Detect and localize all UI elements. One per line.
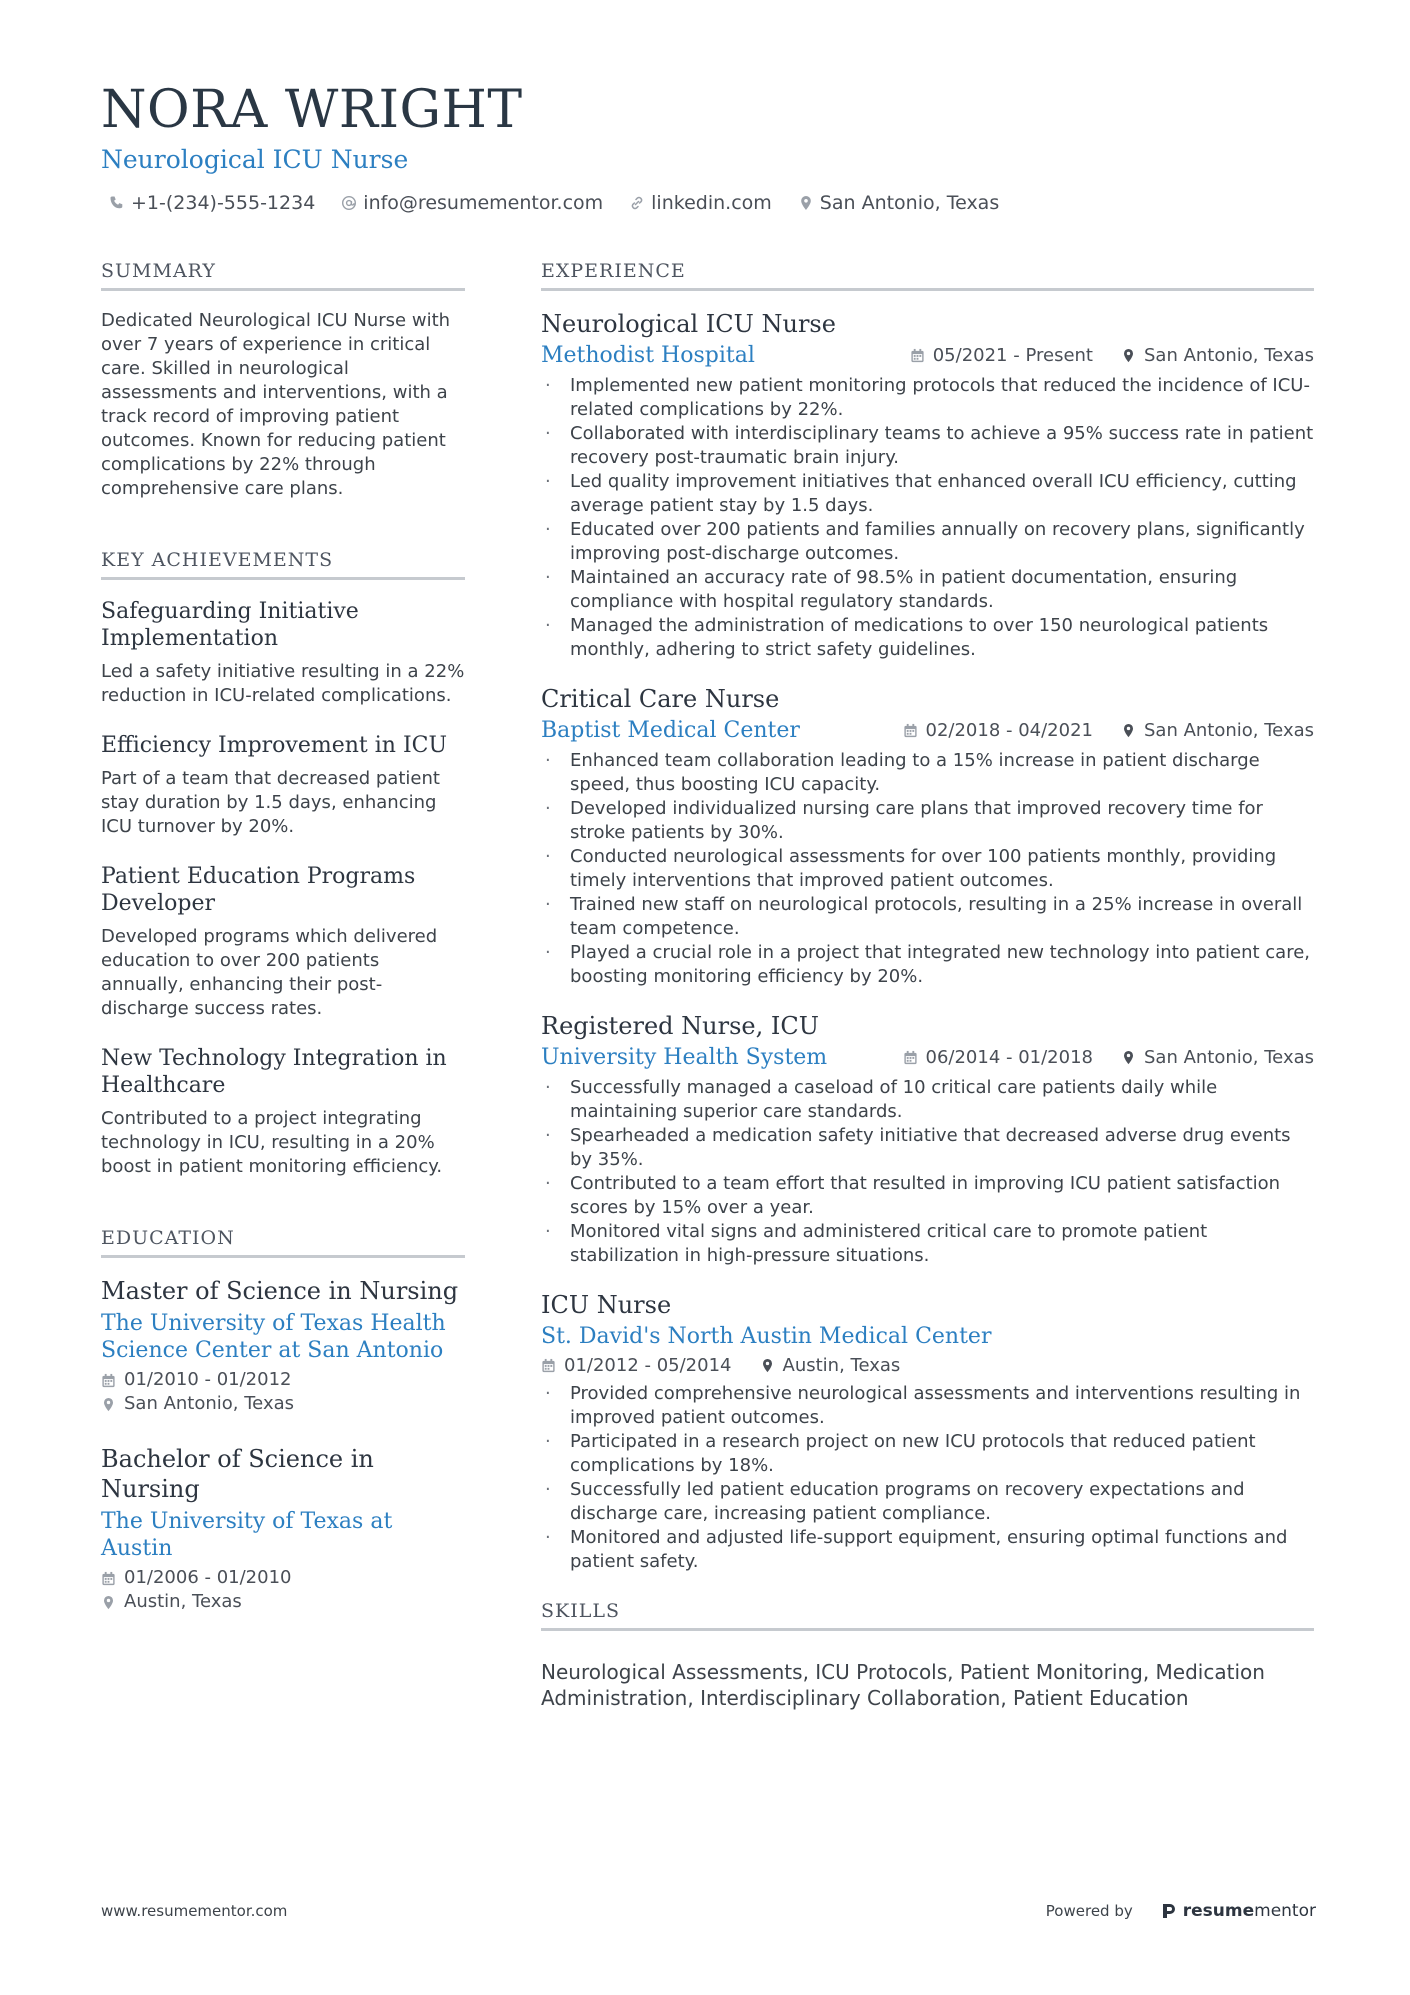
contact-phone-text: +1-(234)-555-1234	[131, 192, 316, 215]
contact-email[interactable]	[341, 192, 603, 214]
achievement-title: Efficiency Improvement in ICU	[101, 733, 448, 759]
job-bullet: · Participated in a research project on new ICU protocols that reduced patient complications by 18%.	[541, 1430, 1314, 1478]
job-dates-text: 02/2018 - 04/2021	[925, 720, 1093, 742]
job-entry	[541, 1011, 1314, 1268]
education-dates-text: 01/2010 - 01/2012	[124, 1369, 292, 1391]
job-dates-text: 05/2021 - Present	[932, 345, 1093, 367]
job-dates	[903, 720, 1094, 741]
footer	[101, 1901, 1316, 1921]
job-dates	[903, 1047, 1094, 1068]
location-icon	[1121, 348, 1136, 363]
job-bullet: · Maintained an accuracy rate of 98.5% in patient documentation, ensuring compliance with hospital regulatory standards.	[541, 566, 1314, 614]
job-location	[1121, 1047, 1314, 1068]
left-column	[101, 260, 465, 1711]
job-company: St. David's North Austin Medical Center	[541, 1324, 992, 1350]
education-dates	[101, 1566, 465, 1590]
footer-website[interactable]: www.resumementor.com	[101, 1902, 288, 1920]
contact-linkedin-text: linkedin.com	[651, 192, 772, 215]
job-bullets	[541, 1382, 1314, 1574]
location-icon	[1121, 1050, 1136, 1065]
candidate-name: NORA WRIGHT	[101, 80, 523, 140]
skills-heading: SKILLS	[541, 1600, 1314, 1631]
job-bullet: · Successfully led patient education programs on recovery expectations and discharge care, increasing patient compliance.	[541, 1478, 1314, 1526]
calendar-icon	[903, 723, 918, 738]
education-heading: EDUCATION	[101, 1227, 465, 1258]
job-bullet: · Monitored vital signs and administered critical care to promote patient stabilization in high-pressure situations.	[541, 1220, 1314, 1268]
skills-text: Neurological Assessments, ICU Protocols, Patient Monitoring, Medication Administration, Interdisciplinary Collaboration, Patient Education	[541, 1660, 1265, 1711]
achievement-item	[101, 863, 465, 1021]
skills-section	[541, 1600, 1314, 1711]
location-icon	[798, 195, 814, 211]
contact-location-text: San Antonio, Texas	[819, 192, 1000, 215]
education-item	[101, 1444, 465, 1614]
job-bullet: · Played a crucial role in a project that integrated new technology into patient care, boosting monitoring efficiency by 20%.	[541, 941, 1314, 989]
phone-icon	[109, 195, 125, 211]
job-bullet: · Led quality improvement initiatives that enhanced overall ICU efficiency, cutting average patient stay by 1.5 days.	[541, 470, 1314, 518]
job-company: University Health System	[541, 1045, 828, 1071]
contact-bar	[109, 192, 1316, 214]
achievement-title: Safeguarding Initiative Implementation	[101, 599, 359, 652]
job-bullet: · Spearheaded a medication safety initiative that decreased adverse drug events by 35%.	[541, 1124, 1314, 1172]
location-icon	[760, 1358, 775, 1373]
job-title: Critical Care Nurse	[541, 685, 780, 714]
job-bullet: · Developed individualized nursing care plans that improved recovery time for stroke patients by 30%.	[541, 797, 1314, 845]
job-location-text: San Antonio, Texas	[1144, 345, 1314, 367]
calendar-icon	[903, 1050, 918, 1065]
job-location-text: San Antonio, Texas	[1144, 720, 1314, 742]
resume-page	[101, 82, 1316, 1711]
job-bullet: · Trained new staff on neurological protocols, resulting in a 25% increase in overall team competence.	[541, 893, 1314, 941]
education-degree: Bachelor of Science in Nursing	[101, 1445, 374, 1504]
job-bullet: · Managed the administration of medications to over 150 neurological patients monthly, adhering to strict safety guidelines.	[541, 614, 1314, 662]
job-bullets	[541, 1076, 1314, 1268]
job-entry	[541, 309, 1314, 662]
job-details	[541, 718, 1314, 743]
education-school: The University of Texas at Austin	[101, 1509, 393, 1562]
job-bullet: · Conducted neurological assessments for over 100 patients monthly, providing timely interventions that improved patient outcomes.	[541, 845, 1314, 893]
candidate-title: Neurological ICU Nurse	[101, 145, 409, 175]
brand-name-bold: resume	[1182, 1901, 1255, 1921]
education-location	[101, 1392, 465, 1416]
location-icon	[101, 1397, 116, 1412]
job-bullets	[541, 749, 1314, 989]
achievement-item	[101, 1045, 465, 1179]
contact-phone[interactable]	[109, 192, 315, 214]
job-company: Baptist Medical Center	[541, 718, 800, 744]
at-icon	[341, 195, 357, 211]
job-location-text: Austin, Texas	[782, 1355, 901, 1377]
contact-linkedin[interactable]	[629, 192, 772, 214]
job-dates-text: 01/2012 - 05/2014	[564, 1355, 732, 1377]
job-title: ICU Nurse	[541, 1291, 672, 1320]
job-bullet: · Successfully managed a caseload of 10 critical care patients daily while maintaining superior care standards.	[541, 1076, 1314, 1124]
education-location-text: San Antonio, Texas	[124, 1393, 294, 1415]
job-details	[541, 343, 1314, 368]
job-location-text: San Antonio, Texas	[1144, 1047, 1314, 1069]
job-bullet: · Contributed to a team effort that resulted in improving ICU patient satisfaction scores by 15% over a year.	[541, 1172, 1314, 1220]
resumementor-logo-icon	[1161, 1902, 1177, 1920]
calendar-icon	[101, 1373, 116, 1388]
experience-heading: EXPERIENCE	[541, 260, 1314, 291]
brand-logo[interactable]	[1161, 1901, 1316, 1921]
brand-name-light: mentor	[1254, 1901, 1316, 1921]
job-bullet: · Monitored and adjusted life-support equipment, ensuring optimal functions and patient safety.	[541, 1526, 1314, 1574]
job-details	[541, 1324, 1314, 1349]
job-location	[760, 1355, 901, 1376]
powered-by	[1046, 1901, 1316, 1921]
job-location	[1121, 345, 1314, 366]
education-item	[101, 1276, 465, 1416]
education-dates	[101, 1368, 465, 1392]
job-details	[541, 1045, 1314, 1070]
job-dates	[541, 1355, 732, 1376]
link-icon	[629, 195, 645, 211]
achievement-title: New Technology Integration in Healthcare	[101, 1046, 447, 1099]
achievement-desc: Part of a team that decreased patient stay duration by 1.5 days, enhancing ICU turnover by 20%.	[101, 768, 440, 838]
achievement-desc: Led a safety initiative resulting in a 22% reduction in ICU-related complications.	[101, 661, 465, 707]
powered-by-label: Powered by	[1045, 1902, 1133, 1920]
job-entry	[541, 1290, 1314, 1574]
summary-heading: SUMMARY	[101, 260, 465, 291]
right-column	[541, 260, 1314, 1711]
job-dates	[910, 345, 1093, 366]
calendar-icon	[541, 1358, 556, 1373]
job-entry	[541, 684, 1314, 989]
calendar-icon	[910, 348, 925, 363]
job-bullet: · Provided comprehensive neurological assessments and interventions resulting in improved patient outcomes.	[541, 1382, 1314, 1430]
location-icon	[1121, 723, 1136, 738]
calendar-icon	[101, 1571, 116, 1586]
education-location-text: Austin, Texas	[124, 1591, 242, 1613]
summary-text: Dedicated Neurological ICU Nurse with over 7 years of experience in critical care. Skilled in neurological assessments and interventions, with a track record of improving patient outcomes. Known for reducing patient complications by 22% through comprehensive care plans.	[101, 310, 451, 500]
job-bullet: · Collaborated with interdisciplinary teams to achieve a 95% success rate in patient recovery post-traumatic brain injury.	[541, 422, 1314, 470]
job-title: Registered Nurse, ICU	[541, 1012, 819, 1041]
job-bullet: · Implemented new patient monitoring protocols that reduced the incidence of ICU-related complications by 22%.	[541, 374, 1314, 422]
contact-location	[798, 192, 999, 214]
education-school: The University of Texas Health Science Center at San Antonio	[101, 1311, 446, 1364]
achievements-heading: KEY ACHIEVEMENTS	[101, 549, 465, 580]
achievement-desc: Contributed to a project integrating technology in ICU, resulting in a 20% boost in patient monitoring efficiency.	[101, 1108, 443, 1178]
job-title: Neurological ICU Nurse	[541, 310, 836, 339]
achievement-item	[101, 598, 465, 708]
education-dates-text: 01/2006 - 01/2010	[124, 1567, 292, 1589]
job-company: Methodist Hospital	[541, 343, 755, 369]
job-bullet: · Educated over 200 patients and families annually on recovery plans, significantly improving post-discharge outcomes.	[541, 518, 1314, 566]
job-dates-text: 06/2014 - 01/2018	[925, 1047, 1093, 1069]
job-bullet: · Enhanced team collaboration leading to a 15% increase in patient discharge speed, thus boosting ICU capacity.	[541, 749, 1314, 797]
job-meta-row	[541, 1355, 1314, 1376]
achievement-desc: Developed programs which delivered education to over 200 patients annually, enhancing their post-discharge success rates.	[101, 926, 438, 1020]
achievement-item	[101, 732, 465, 839]
education-degree: Master of Science in Nursing	[101, 1277, 459, 1306]
job-bullets	[541, 374, 1314, 662]
contact-email-text: info@resumementor.com	[363, 192, 604, 215]
education-location	[101, 1590, 465, 1614]
job-location	[1121, 720, 1314, 741]
achievement-title: Patient Education Programs Developer	[101, 864, 416, 917]
location-icon	[101, 1595, 116, 1610]
